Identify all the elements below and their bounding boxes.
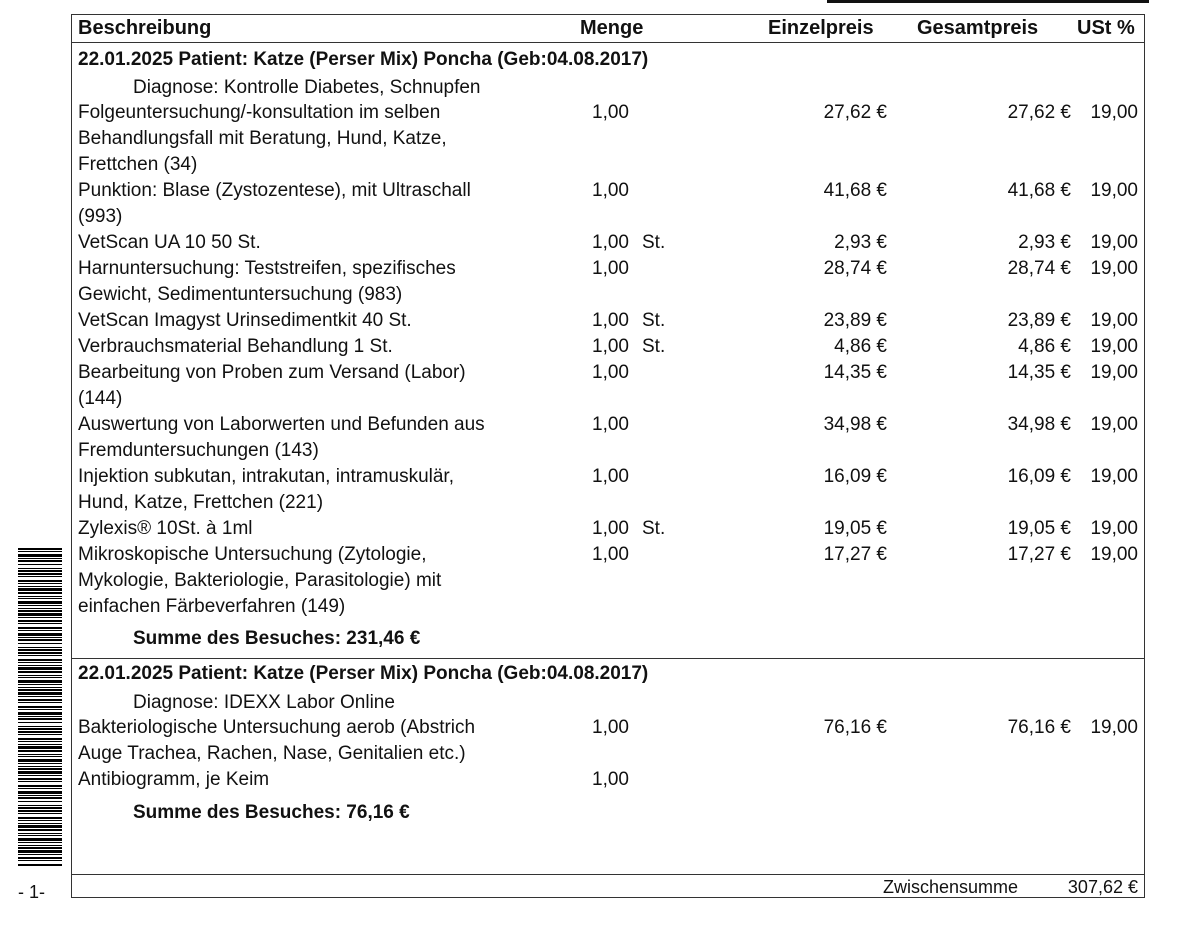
subtotal-label: Zwischensumme bbox=[883, 877, 1019, 897]
item-description: Punktion: Blase (Zystozentese), mit Ultraschall bbox=[78, 180, 471, 201]
item-vat: 19,00 bbox=[1090, 466, 1138, 487]
item-unit-price: 23,89 € bbox=[823, 310, 887, 331]
item-vat: 19,00 bbox=[1090, 717, 1138, 738]
item-description: Hund, Katze, Frettchen (221) bbox=[78, 492, 324, 513]
item-description: Fremduntersuchungen (143) bbox=[78, 440, 319, 461]
column-header-gesamtpreis: Gesamtpreis bbox=[917, 17, 1039, 39]
item-quantity: 1,00 bbox=[592, 362, 629, 383]
item-total-price: 27,62 € bbox=[1007, 102, 1071, 123]
item-description: Mikroskopische Untersuchung (Zytologie, bbox=[78, 544, 427, 565]
item-description: Injektion subkutan, intrakutan, intramuskulär, bbox=[78, 466, 454, 487]
item-unit: St. bbox=[642, 336, 666, 357]
column-header-menge: Menge bbox=[580, 17, 644, 39]
item-vat: 19,00 bbox=[1090, 544, 1138, 565]
item-vat: 19,00 bbox=[1090, 414, 1138, 435]
item-total-price: 16,09 € bbox=[1007, 466, 1071, 487]
item-quantity: 1,00 bbox=[592, 336, 629, 357]
item-unit-price: 27,62 € bbox=[823, 102, 887, 123]
item-unit-price: 34,98 € bbox=[823, 414, 887, 435]
item-unit: St. bbox=[642, 310, 666, 331]
item-unit-price: 2,93 € bbox=[834, 232, 887, 253]
visit-sum: Summe des Besuches: 231,46 € bbox=[133, 628, 421, 649]
item-total-price: 2,93 € bbox=[1018, 232, 1071, 253]
visit-sum: Summe des Besuches: 76,16 € bbox=[133, 802, 410, 823]
item-quantity: 1,00 bbox=[592, 232, 629, 253]
item-description: Auswertung von Laborwerten und Befunden aus bbox=[78, 414, 485, 435]
item-vat: 19,00 bbox=[1090, 180, 1138, 201]
item-quantity: 1,00 bbox=[592, 544, 629, 565]
item-quantity: 1,00 bbox=[592, 258, 629, 279]
item-unit-price: 14,35 € bbox=[823, 362, 887, 383]
subtotal-value: 307,62 € bbox=[1067, 877, 1138, 897]
item-description: Frettchen (34) bbox=[78, 154, 198, 175]
item-description: VetScan Imagyst Urinsedimentkit 40 St. bbox=[78, 310, 412, 331]
barcode bbox=[18, 548, 62, 866]
column-header-ust: USt % bbox=[1077, 17, 1135, 39]
item-vat: 19,00 bbox=[1090, 258, 1138, 279]
visit-diagnosis: Diagnose: Kontrolle Diabetes, Schnupfen bbox=[133, 77, 481, 98]
item-description: VetScan UA 10 50 St. bbox=[78, 232, 261, 253]
item-quantity: 1,00 bbox=[592, 466, 629, 487]
item-description: Antibiogramm, je Keim bbox=[78, 769, 270, 790]
item-quantity: 1,00 bbox=[592, 769, 629, 790]
page-number: - 1- bbox=[18, 882, 45, 902]
item-description: (993) bbox=[78, 206, 123, 227]
header-divider bbox=[71, 42, 1145, 43]
item-vat: 19,00 bbox=[1090, 232, 1138, 253]
item-description: (144) bbox=[78, 388, 123, 409]
item-quantity: 1,00 bbox=[592, 518, 629, 539]
top-rule bbox=[827, 0, 1149, 3]
item-description: Behandlungsfall mit Beratung, Hund, Katze, bbox=[78, 128, 447, 149]
item-vat: 19,00 bbox=[1090, 362, 1138, 383]
item-total-price: 23,89 € bbox=[1007, 310, 1071, 331]
item-total-price: 41,68 € bbox=[1007, 180, 1071, 201]
visit-title: 22.01.2025 Patient: Katze (Perser Mix) Poncha (Geb:04.08.2017) bbox=[78, 49, 649, 70]
item-vat: 19,00 bbox=[1090, 102, 1138, 123]
item-quantity: 1,00 bbox=[592, 717, 629, 738]
item-description: Bakteriologische Untersuchung aerob (Abstrich bbox=[78, 717, 476, 738]
item-total-price: 34,98 € bbox=[1007, 414, 1071, 435]
item-description: einfachen Färbeverfahren (149) bbox=[78, 596, 346, 617]
item-total-price: 28,74 € bbox=[1007, 258, 1071, 279]
item-description: Gewicht, Sedimentuntersuchung (983) bbox=[78, 284, 403, 305]
item-description: Verbrauchsmaterial Behandlung 1 St. bbox=[78, 336, 393, 357]
item-description: Mykologie, Bakteriologie, Parasitologie) mit bbox=[78, 570, 442, 591]
item-total-price: 76,16 € bbox=[1007, 717, 1071, 738]
item-description: Auge Trachea, Rachen, Nase, Genitalien etc.) bbox=[78, 743, 466, 764]
item-quantity: 1,00 bbox=[592, 310, 629, 331]
visit-diagnosis: Diagnose: IDEXX Labor Online bbox=[133, 692, 395, 713]
item-description: Bearbeitung von Proben zum Versand (Labor) bbox=[78, 362, 466, 383]
item-description: Zylexis® 10St. à 1ml bbox=[78, 518, 253, 539]
item-unit-price: 41,68 € bbox=[823, 180, 887, 201]
item-unit: St. bbox=[642, 232, 666, 253]
item-total-price: 14,35 € bbox=[1007, 362, 1071, 383]
item-unit: St. bbox=[642, 518, 666, 539]
item-quantity: 1,00 bbox=[592, 180, 629, 201]
item-unit-price: 17,27 € bbox=[823, 544, 887, 565]
column-header-einzelpreis: Einzelpreis bbox=[768, 17, 874, 39]
item-total-price: 4,86 € bbox=[1018, 336, 1071, 357]
visit-title: 22.01.2025 Patient: Katze (Perser Mix) Poncha (Geb:04.08.2017) bbox=[78, 663, 649, 684]
item-unit-price: 19,05 € bbox=[823, 518, 887, 539]
item-total-price: 19,05 € bbox=[1007, 518, 1071, 539]
visit-divider bbox=[71, 658, 1145, 659]
item-vat: 19,00 bbox=[1090, 518, 1138, 539]
item-total-price: 17,27 € bbox=[1007, 544, 1071, 565]
item-unit-price: 16,09 € bbox=[823, 466, 887, 487]
item-quantity: 1,00 bbox=[592, 414, 629, 435]
item-unit-price: 76,16 € bbox=[823, 717, 887, 738]
item-vat: 19,00 bbox=[1090, 336, 1138, 357]
item-description: Folgeuntersuchung/-konsultation im selben bbox=[78, 102, 441, 123]
item-quantity: 1,00 bbox=[592, 102, 629, 123]
column-header-beschreibung: Beschreibung bbox=[78, 17, 212, 39]
item-description: Harnuntersuchung: Teststreifen, spezifisches bbox=[78, 258, 456, 279]
item-vat: 19,00 bbox=[1090, 310, 1138, 331]
item-unit-price: 4,86 € bbox=[834, 336, 887, 357]
item-unit-price: 28,74 € bbox=[823, 258, 887, 279]
